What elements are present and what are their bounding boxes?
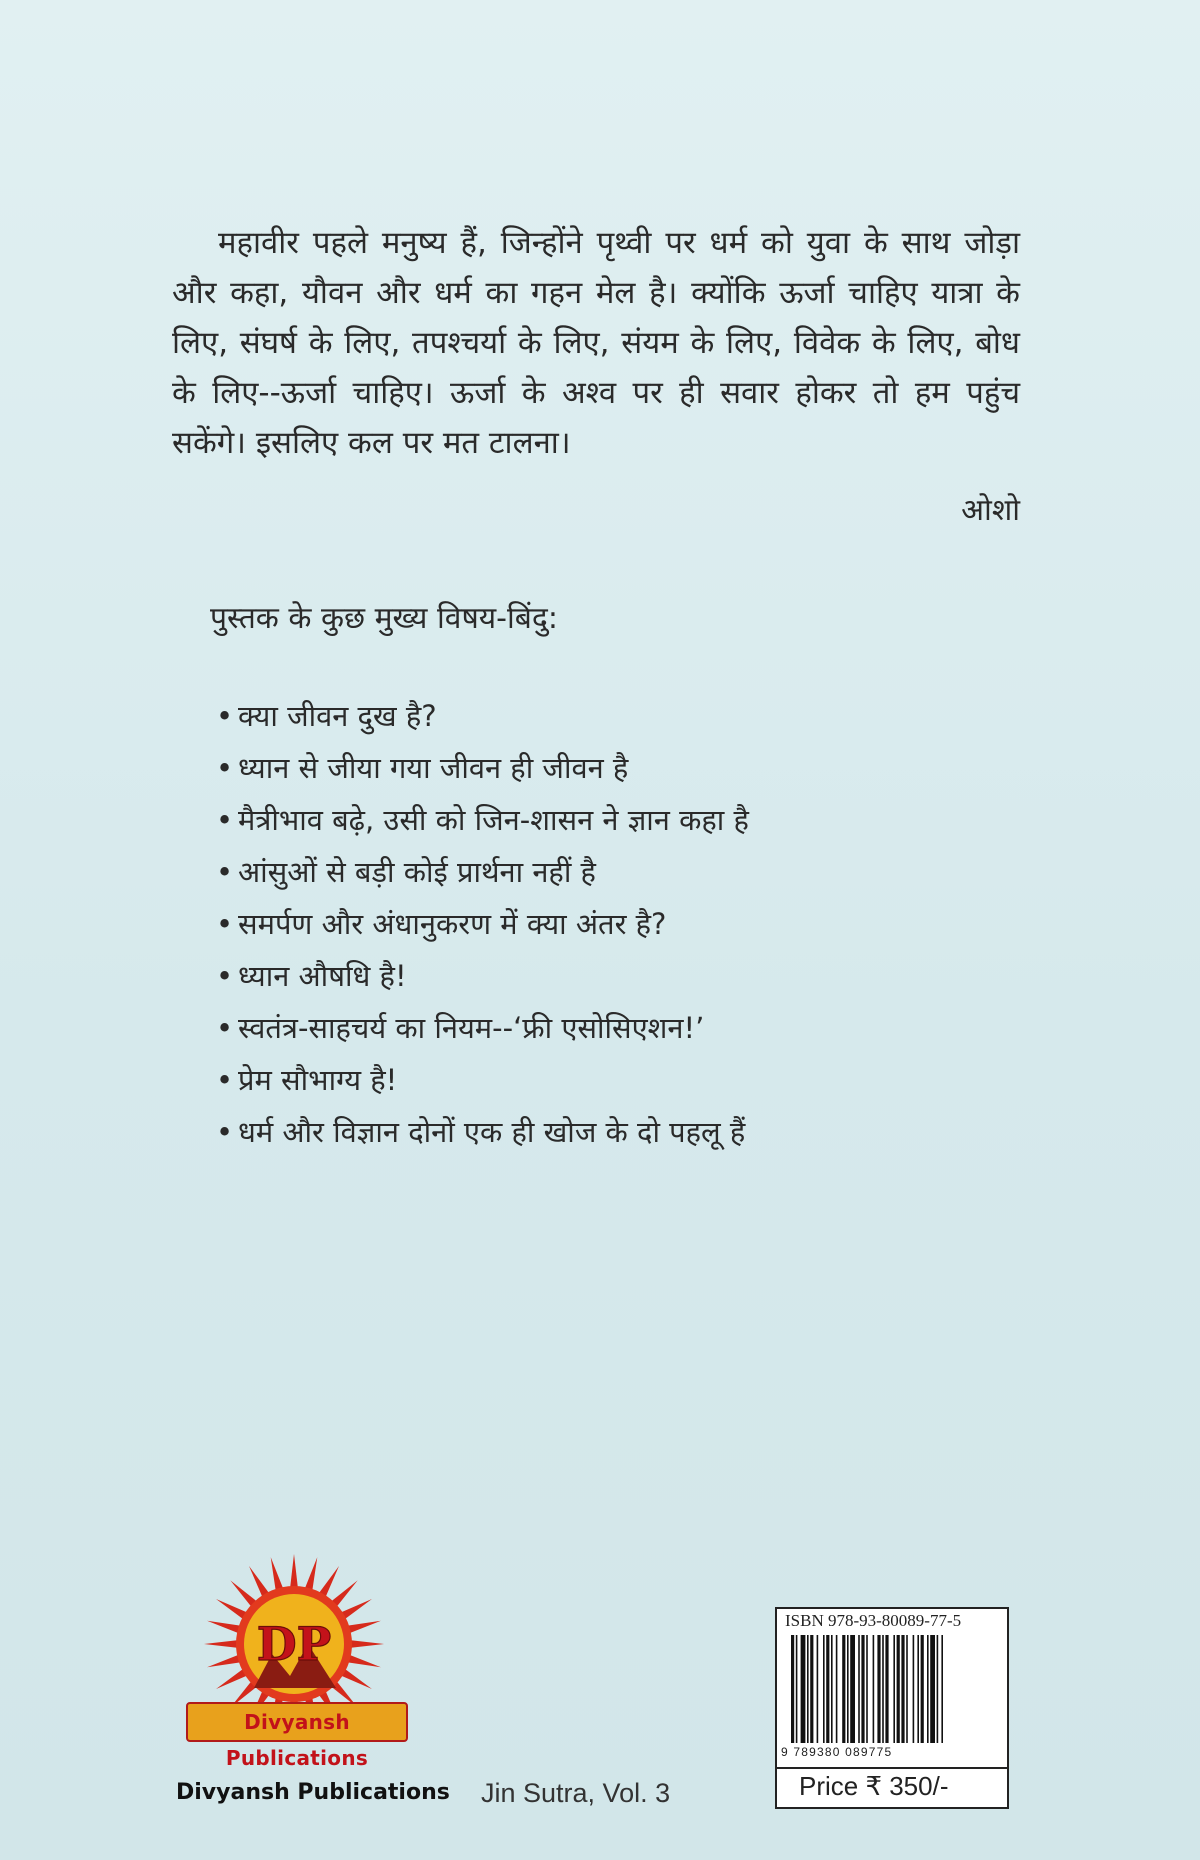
sun-ray <box>347 1655 381 1668</box>
list-item <box>216 690 749 742</box>
barcode-bar <box>831 1635 833 1743</box>
topics-list <box>216 690 749 1158</box>
logo-band-text: Divyansh Publications <box>186 1702 408 1742</box>
barcode-bar <box>893 1635 895 1743</box>
list-item <box>216 794 749 846</box>
bullet-icon: • <box>216 907 234 941</box>
topic-text: धर्म और विज्ञान दोनों एक ही खोज के दो पहलू हैं <box>238 1115 746 1149</box>
barcode-bar <box>877 1635 880 1743</box>
price-text: Price ₹ 350/- <box>799 1771 949 1801</box>
bullet-icon: • <box>216 699 234 733</box>
list-item <box>216 1106 749 1158</box>
quote-paragraph: महावीर पहले मनुष्य हैं, जिन्होंने पृथ्वी पर धर्म को युवा के साथ जोड़ा और कहा, यौवन और धर्म का गहन मेल है। क्योंकि ऊर्जा चाहिए यात्रा के लिए, संघर्ष के लिए, तपश्चर्या के लिए, संयम के लिए, विवेक के लिए, बोध के लिए--ऊर्जा चाहिए। ऊर्जा के अश्व पर ही सवार होकर तो हम पहुंच सकेंगे। इसलिए कल पर मत टालना। <box>172 225 1020 461</box>
barcode-bar <box>858 1635 860 1743</box>
barcode-bar <box>866 1635 868 1743</box>
topic-text: प्रेम सौभाग्य है! <box>238 1063 398 1097</box>
sun-ray <box>290 1554 298 1588</box>
topics-heading: पुस्तक के कुछ मुख्य विषय-बिंदु: <box>210 601 558 636</box>
barcode-bar <box>801 1635 806 1743</box>
barcode-bar <box>901 1635 904 1743</box>
barcode-bar <box>937 1635 939 1743</box>
bullet-icon: • <box>216 855 234 889</box>
barcode-bar <box>791 1635 794 1743</box>
barcode-bar <box>826 1635 829 1743</box>
barcode-bar <box>927 1635 929 1743</box>
sun-ray <box>216 1669 248 1689</box>
sun-ray <box>340 1669 372 1689</box>
barcode-bar <box>882 1635 884 1743</box>
bullet-icon: • <box>216 1011 234 1045</box>
list-item <box>216 742 749 794</box>
list-item <box>216 898 749 950</box>
topic-text: क्या जीवन दुख है? <box>238 699 437 733</box>
list-item <box>216 1002 749 1054</box>
sun-ray <box>350 1640 384 1648</box>
topic-text: ध्यान औषधि है! <box>238 959 407 993</box>
barcode-bar <box>897 1635 900 1743</box>
sun-ray <box>305 1557 318 1591</box>
publisher-name: Divyansh Publications <box>176 1780 450 1805</box>
sun-ray <box>207 1655 241 1668</box>
sun-ray <box>271 1557 284 1591</box>
barcode-bar <box>885 1635 888 1743</box>
barcode-bar <box>941 1635 943 1743</box>
book-title: Jin Sutra, Vol. 3 <box>481 1778 671 1808</box>
barcode-bar <box>917 1635 919 1743</box>
barcode-bar <box>836 1635 838 1743</box>
barcode-bar <box>796 1635 798 1743</box>
sun-ray <box>204 1640 238 1648</box>
quote-author: ओशो <box>961 493 1020 528</box>
barcode-bar <box>861 1635 864 1743</box>
topic-text: समर्पण और अंधानुकरण में क्या अंतर है? <box>238 907 667 941</box>
bullet-icon: • <box>216 751 234 785</box>
sun-ray <box>207 1621 241 1634</box>
topic-text: मैत्रीभाव बढ़े, उसी को जिन-शासन ने ज्ञान कहा है <box>238 803 749 837</box>
list-item <box>216 950 749 1002</box>
barcode-bar <box>807 1635 809 1743</box>
barcode-bar <box>873 1635 875 1743</box>
barcode-bar <box>817 1635 819 1743</box>
bullet-icon: • <box>216 1115 234 1149</box>
barcode-digits: 9 789380 089775 <box>781 1745 893 1759</box>
logo-monogram: DP <box>256 1617 332 1671</box>
list-item <box>216 1054 749 1106</box>
bullet-icon: • <box>216 803 234 837</box>
bullet-icon: • <box>216 959 234 993</box>
topic-text: ध्यान से जीया गया जीवन ही जीवन है <box>238 751 629 785</box>
barcode-bar <box>913 1635 915 1743</box>
barcode-bar <box>906 1635 908 1743</box>
isbn-text: ISBN 978-93-80089-77-5 <box>785 1611 962 1630</box>
barcode-bar <box>847 1635 849 1743</box>
sun-ray <box>347 1621 381 1634</box>
sun-ray <box>319 1566 339 1598</box>
price-row <box>777 1767 1007 1809</box>
barcode-bar <box>810 1635 813 1743</box>
barcode-bar <box>930 1635 935 1743</box>
bullet-icon: • <box>216 1063 234 1097</box>
topic-text: स्वतंत्र-साहचर्य का नियम--‘फ्री एसोसिएशन!’ <box>238 1011 705 1045</box>
topic-text: आंसुओं से बड़ी कोई प्रार्थना नहीं है <box>238 855 596 889</box>
barcode-bar <box>850 1635 855 1743</box>
barcode-bar <box>921 1635 924 1743</box>
barcode-icon <box>791 1635 993 1743</box>
list-item <box>216 846 749 898</box>
barcode-label <box>775 1607 1009 1809</box>
sun-ray <box>340 1599 372 1619</box>
sun-ray <box>216 1599 248 1619</box>
barcode-bar <box>842 1635 845 1743</box>
barcode-bar <box>823 1635 825 1743</box>
sun-ray <box>249 1566 269 1598</box>
